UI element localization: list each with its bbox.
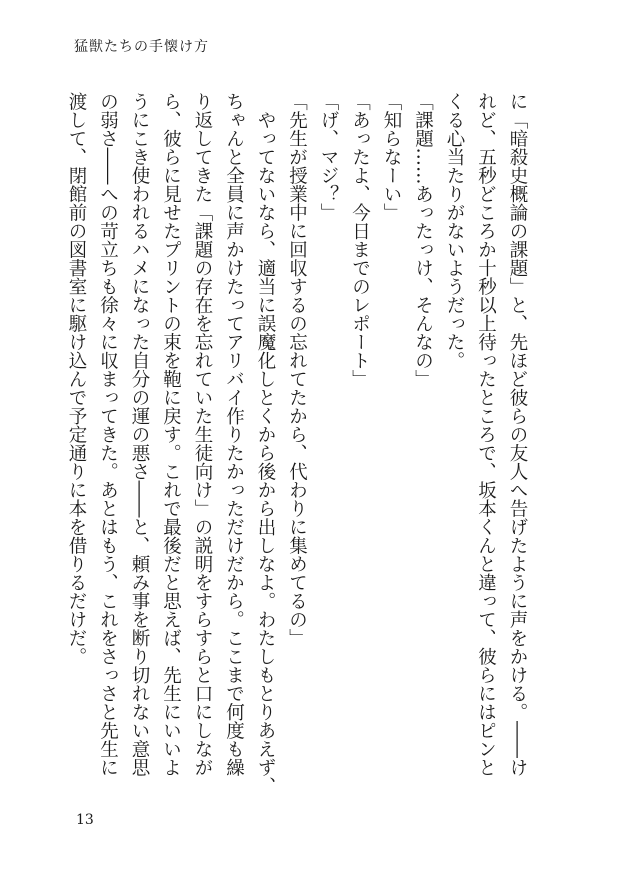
text-line: 「先生が授業中に回収するの忘れてたから、代わりに集めてるの」 <box>286 92 308 647</box>
text-line: 「げ、マジ？」 <box>318 92 339 222</box>
text-line: れど、五秒どころか十秒以上待ったところで、坂本くんと違って、彼らにはピンと <box>475 92 497 777</box>
text-line: 渡して、閉館前の図書室に駆け込んで予定通りに本を借りるだけだ。 <box>66 92 87 666</box>
text-line: り返してきた「課題の存在を忘れていた生徒向け」の説明をすらすらと口にしなが <box>192 92 213 777</box>
text-line: うにこき使われるハメになった自分の運の悪さ――と、頼み事を断り切れない意思 <box>129 92 150 777</box>
text-line: に「暗殺史概論の課題」と、先ほど彼らの友人へ告げたように声をかける。――け <box>507 92 528 777</box>
text-line: 「知らなーい」 <box>381 92 402 222</box>
text-line: ちゃんと全員に声かけたってアリバイ作りたかっただけだから。ここまで何度も繰 <box>223 92 245 777</box>
text-line: 「課題……あったっけ、そんなの」 <box>412 92 434 388</box>
running-head-title: 猛獣たちの手懐け方 <box>74 39 209 55</box>
text-line: やってないなら、適当に誤魔化しとくから後から出しなよ。わたしもとりあえず、 <box>255 92 276 795</box>
text-line: くる心当たりがないようだった。 <box>444 92 465 370</box>
text-line: の弱さ――への苛立ちも徐々に収まってきた。あとはもう、これをさっさと先生に <box>97 92 119 777</box>
text-line: 「あったよ、今日までのレポート」 <box>349 92 371 388</box>
page-number: 13 <box>76 812 94 828</box>
body-text <box>66 92 533 795</box>
text-line: ら、彼らに見せたプリントの束を鞄に戻す。これで最後だと思えば、先生にいいよ <box>160 92 182 777</box>
